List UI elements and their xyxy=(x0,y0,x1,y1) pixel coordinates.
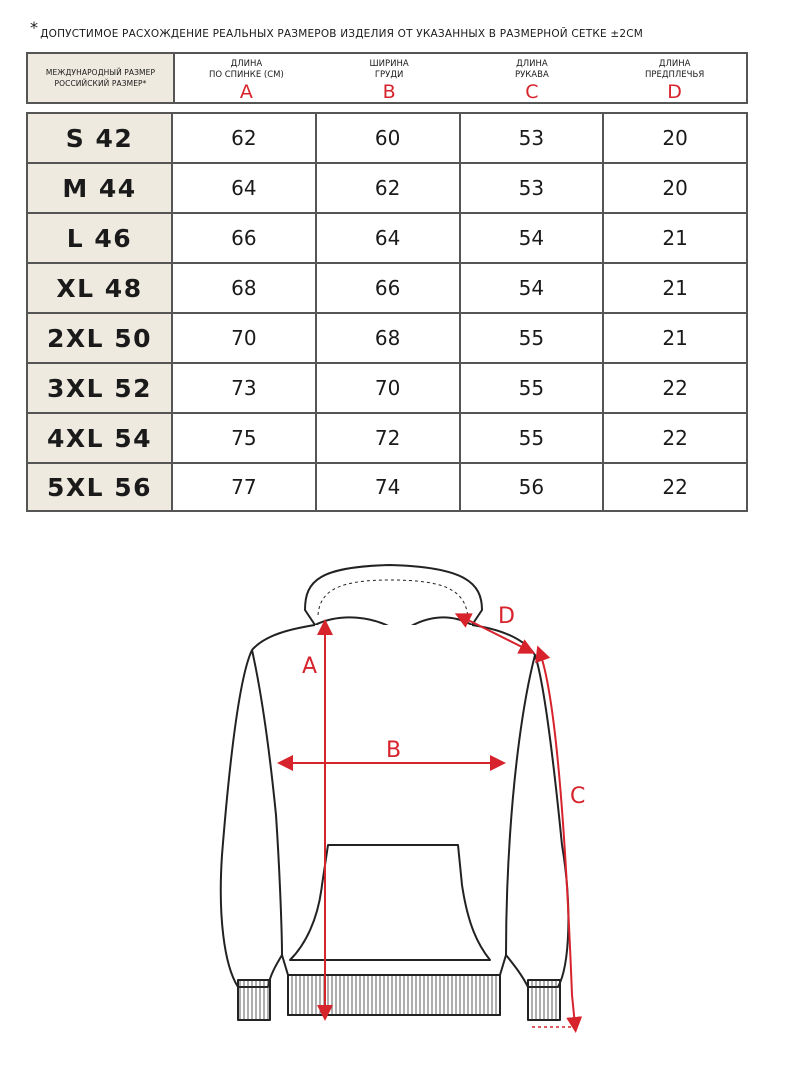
size-cell: 3XL 52 xyxy=(28,364,173,412)
size-cell: 4XL 54 xyxy=(28,414,173,462)
value-cell-b: 64 xyxy=(317,214,461,262)
label-d: D xyxy=(498,604,515,629)
international-size-label: МЕЖДУНАРОДНЫЙ РАЗМЕР xyxy=(45,68,156,77)
value-cell-a: 73 xyxy=(173,364,317,412)
column-letter: D xyxy=(667,81,682,103)
table-row xyxy=(28,314,746,364)
value-cell-d: 21 xyxy=(662,226,688,250)
label-c: C xyxy=(570,784,586,809)
size-table xyxy=(26,112,748,512)
value-cell-b: 62 xyxy=(317,164,461,212)
value-cell-a: 75 xyxy=(173,414,317,462)
column-letter: A xyxy=(239,81,253,103)
column-header-d xyxy=(603,54,746,102)
size-cell: XL 48 xyxy=(28,264,173,312)
russian-size-label: РОССИЙСКИЙ РАЗМЕР* xyxy=(54,79,147,88)
value-cell-d: 22 xyxy=(662,475,688,499)
value-cell-a: 66 xyxy=(173,214,317,262)
hoodie-diagram xyxy=(210,555,610,1035)
value-cell-b: 74 xyxy=(317,464,461,510)
size-cell: S 42 xyxy=(28,114,173,162)
column-header-line2: ПРЕДПЛЕЧЬЯ xyxy=(645,70,705,80)
value-cell-d: 20 xyxy=(662,126,688,150)
column-header-a xyxy=(175,54,318,102)
value-cell-d: 21 xyxy=(662,276,688,300)
value-cell-d: 20 xyxy=(662,176,688,200)
value-cell-d: 22 xyxy=(662,426,688,450)
column-letter: B xyxy=(382,81,396,103)
value-cell-b: 70 xyxy=(317,364,461,412)
value-cell-b: 68 xyxy=(317,314,461,362)
table-row xyxy=(28,364,746,414)
value-cell-d: 22 xyxy=(662,376,688,400)
value-cell-c: 54 xyxy=(461,264,605,312)
tolerance-note xyxy=(30,18,770,41)
size-cell: L 46 xyxy=(28,214,173,262)
column-header-line2: ГРУДИ xyxy=(374,70,404,80)
value-cell-c: 55 xyxy=(461,364,605,412)
table-row xyxy=(28,114,746,164)
value-cell-a: 77 xyxy=(173,464,317,510)
column-header-line1: ДЛИНА xyxy=(658,59,691,69)
value-cell-b: 72 xyxy=(317,414,461,462)
value-cell-a: 68 xyxy=(173,264,317,312)
value-cell-c: 55 xyxy=(461,414,605,462)
size-cell: 5XL 56 xyxy=(28,464,173,510)
size-table-header xyxy=(26,52,748,104)
size-column-header xyxy=(28,54,175,102)
table-row xyxy=(28,164,746,214)
table-row xyxy=(28,264,746,314)
value-cell-a: 62 xyxy=(173,114,317,162)
value-cell-c: 53 xyxy=(461,164,605,212)
column-letter: C xyxy=(525,81,539,103)
value-cell-a: 64 xyxy=(173,164,317,212)
column-header-b xyxy=(318,54,461,102)
table-row xyxy=(28,214,746,264)
size-cell: 2XL 50 xyxy=(28,314,173,362)
column-header-line2: ПО СПИНКЕ (СМ) xyxy=(208,70,284,80)
value-cell-c: 53 xyxy=(461,114,605,162)
table-row xyxy=(28,414,746,464)
column-header-line2: РУКАВА xyxy=(514,70,549,80)
column-header-line1: ШИРИНА xyxy=(369,59,409,69)
column-header-line1: ДЛИНА xyxy=(516,59,548,69)
column-header-c xyxy=(461,54,604,102)
value-cell-a: 70 xyxy=(173,314,317,362)
value-cell-d: 21 xyxy=(662,326,688,350)
value-cell-b: 60 xyxy=(317,114,461,162)
value-cell-b: 66 xyxy=(317,264,461,312)
label-a: A xyxy=(302,654,318,679)
label-b: B xyxy=(386,738,402,763)
value-cell-c: 55 xyxy=(461,314,605,362)
tolerance-note-text: ДОПУСТИМОЕ РАСХОЖДЕНИЕ РЕАЛЬНЫХ РАЗМЕРОВ ИЗДЕЛИЯ ОТ УКАЗАННЫХ В РАЗМЕРНОЙ СЕТКЕ ±2СМ xyxy=(40,28,644,40)
asterisk: * xyxy=(30,18,39,37)
hoodie-outline-icon xyxy=(210,555,610,1035)
value-cell-c: 54 xyxy=(461,214,605,262)
table-row xyxy=(28,464,746,510)
value-cell-c: 56 xyxy=(461,464,605,510)
size-cell: M 44 xyxy=(28,164,173,212)
column-header-line1: ДЛИНА xyxy=(230,59,263,69)
